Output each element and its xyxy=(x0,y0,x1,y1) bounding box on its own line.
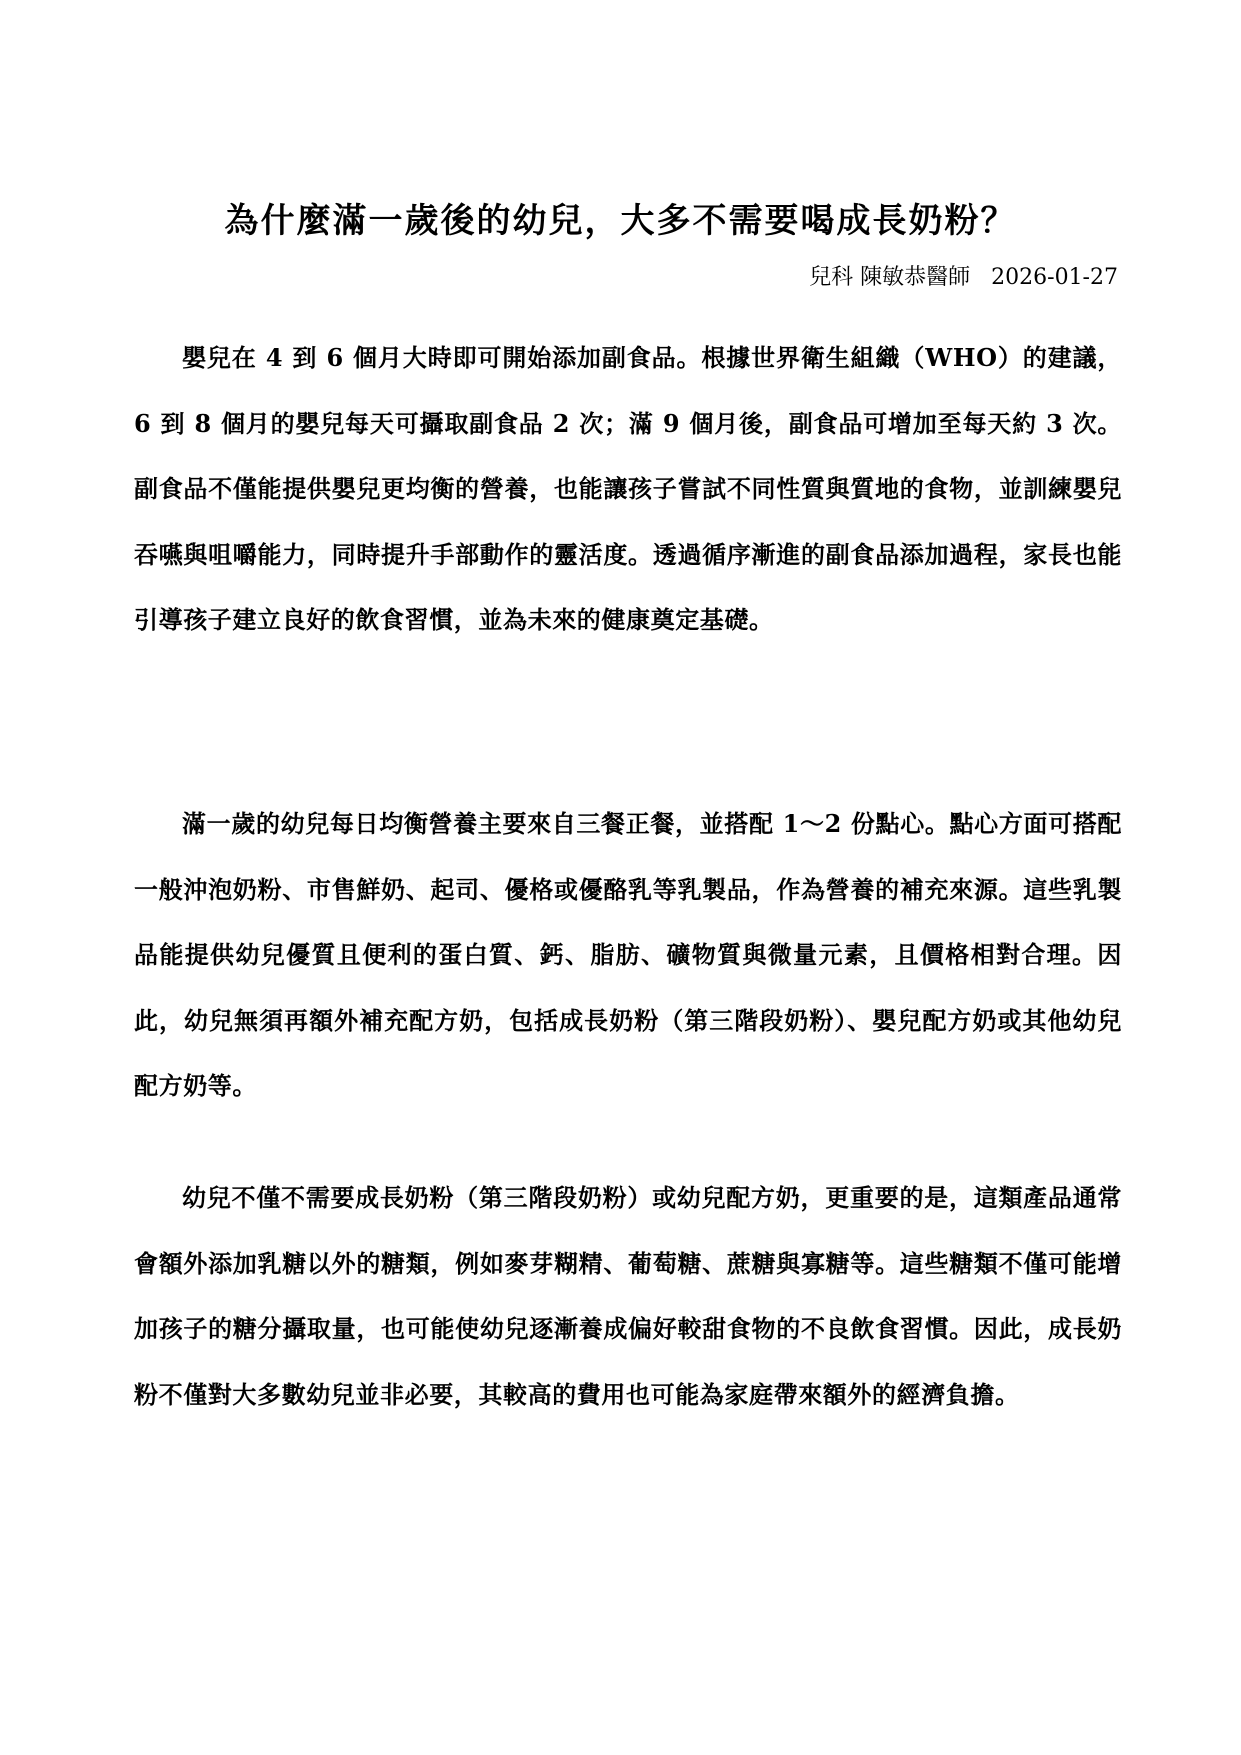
paragraph-complementary-foods: 嬰兒在 4 到 6 個月大時即可開始添加副食品。根據世界衛生組織（WHO）的建議，6 到 8 個月的嬰兒每天可攝取副食品 2 次；滿 9 個月後，副食品可增加至每天約 3 次。副食品不僅能提供嬰兒更均衡的營養，也能讓孩子嘗試不同性質與質地的食物，並訓練嬰兒吞嚥與咀嚼能力，同時提升手部動作的靈活度。透過循序漸進的副食品添加過程，家長也能引導孩子建立良好的飲食習慣，並為未來的健康奠定基礎。 xyxy=(134,343,1122,634)
paragraph-toddler-nutrition: 滿一歲的幼兒每日均衡營養主要來自三餐正餐，並搭配 1～2 份點心。點心方面可搭配一般沖泡奶粉、市售鮮奶、起司、優格或優酪乳等乳製品，作為營養的補充來源。這些乳製品能提供幼兒優質且便利的蛋白質、鈣、脂肪、礦物質與微量元素，且價格相對合理。因此，幼兒無須再額外補充配方奶，包括成長奶粉（第三階段奶粉）、嬰兒配方奶或其他幼兒配方奶等。 xyxy=(134,809,1122,1100)
author-date-line: 兒科 陳敏恭醫師 2026-01-27 xyxy=(809,265,1118,290)
paragraph-growing-up-milk-sugars: 幼兒不僅不需要成長奶粉（第三階段奶粉）或幼兒配方奶，更重要的是，這類產品通常會額外添加乳糖以外的糖類，例如麥芽糊精、葡萄糖、蔗糖與寡糖等。這些糖類不僅可能增加孩子的糖分攝取量，也可能使幼兒逐漸養成偏好較甜食物的不良飲食習慣。因此，成長奶粉不僅對大多數幼兒並非必要，其較高的費用也可能為家庭帶來額外的經濟負擔。 xyxy=(134,1183,1122,1409)
document-title: 為什麼滿一歲後的幼兒，大多不需要喝成長奶粉？ xyxy=(224,201,1017,241)
